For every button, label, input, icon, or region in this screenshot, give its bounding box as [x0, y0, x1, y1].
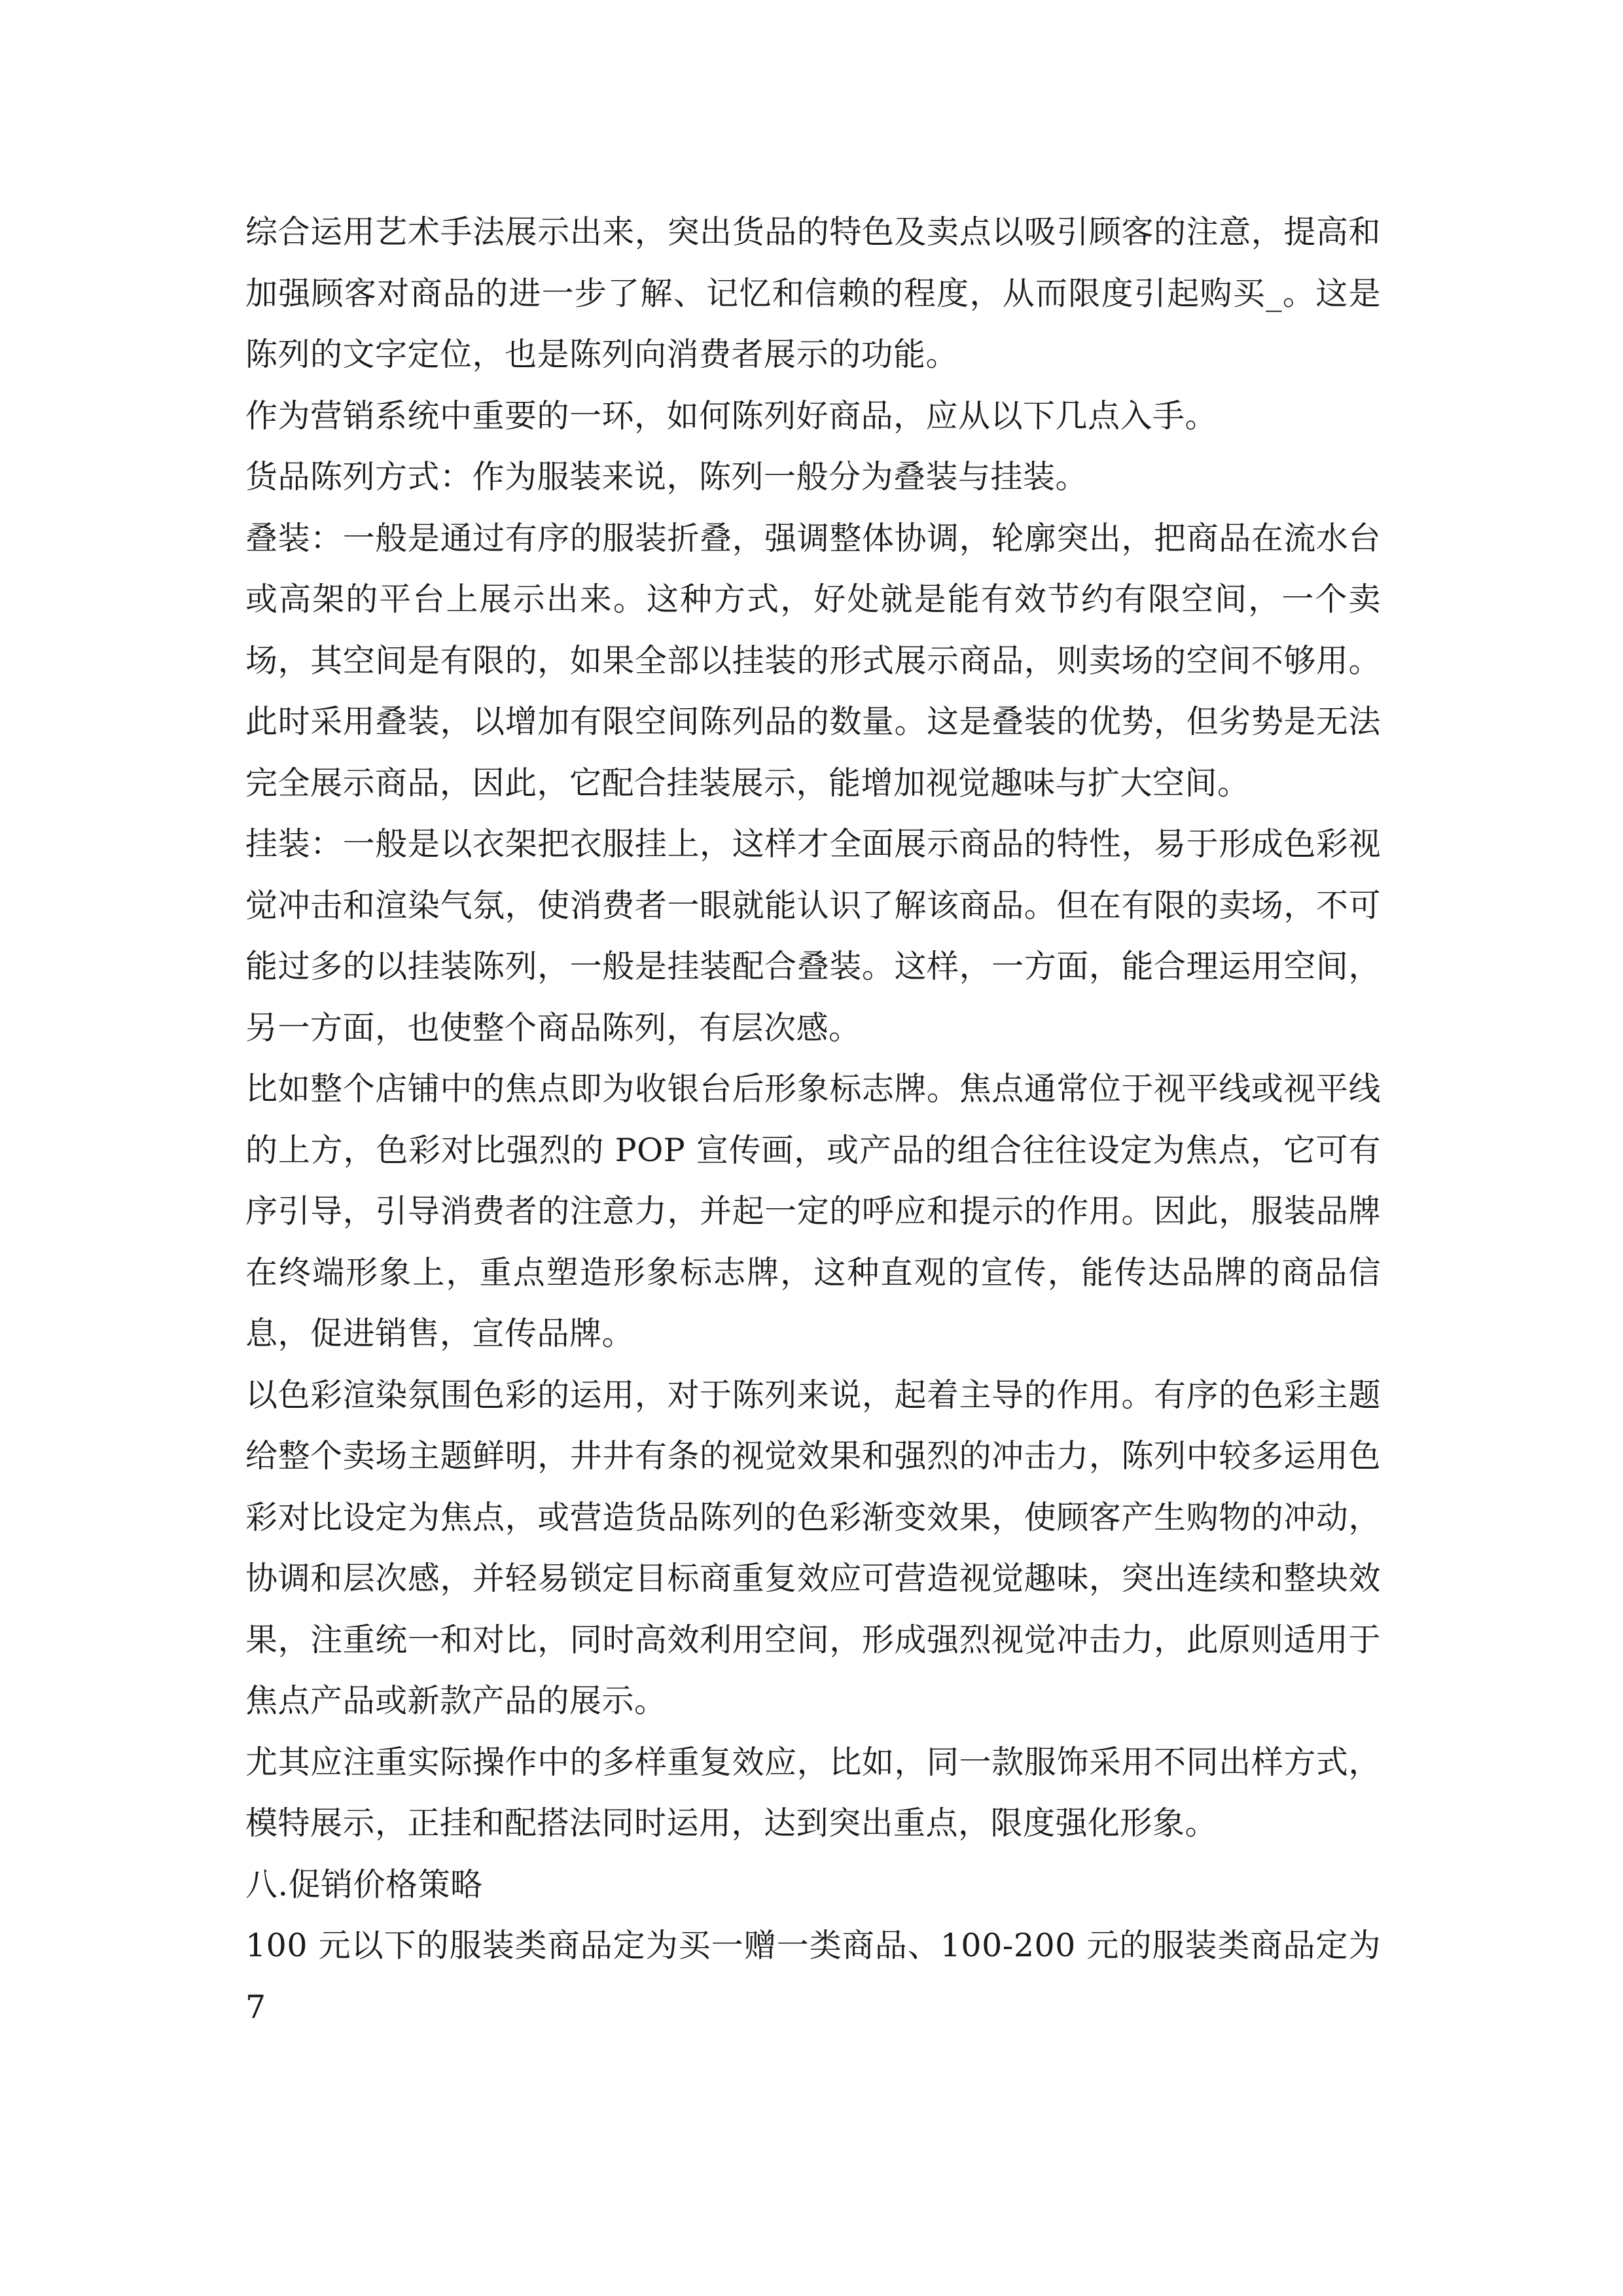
document-body [245, 202, 1381, 2037]
paragraph-display-methods: 货品陈列方式：作为服装来说，陈列一般分为叠装与挂装。 [245, 458, 1088, 495]
paragraph-color-atmosphere: 以色彩渲染氛围色彩的运用，对于陈列来说，起着主导的作用。有序的色彩主题给整个卖场主题鲜明，井井有条的视觉效果和强烈的冲击力，陈列中较多运用色彩对比设定为焦点，或营造货品陈列的色彩渐变效果，使顾客产生购物的冲动，协调和层次感，并轻易锁定目标商重复效应可营造视觉趣味，突出连续和整块效果，注重统一和对比，同时高效利用空间，形成强烈视觉冲击力，此原则适用于焦点产品或新款产品的展示。 [245, 1376, 1381, 1719]
paragraph-pricing: 100 元以下的服装类商品定为买一赠一类商品、100-200 元的服装类商品定为 7 [245, 1927, 1381, 2026]
paragraph-marketing-intro: 作为营销系统中重要的一环，如何陈列好商品，应从以下几点入手。 [245, 397, 1218, 435]
paragraph-repetition-effect: 尤其应注重实际操作中的多样重复效应，比如，同一款服饰采用不同出样方式，模特展示，正挂和配搭法同时运用，达到突出重点，限度强化形象。 [245, 1743, 1381, 1842]
section-heading-pricing: 八.促销价格策略 [245, 1865, 483, 1903]
paragraph-hanging-display: 挂装：一般是以衣架把衣服挂上，这样才全面展示商品的特性，易于形成色彩视觉冲击和渲染气氛，使消费者一眼就能认识了解该商品。但在有限的卖场，不可能过多的以挂装陈列，一般是挂装配合叠装。这样，一方面，能合理运用空间，另一方面，也使整个商品陈列，有层次感。 [245, 825, 1381, 1047]
paragraph-display-definition: 综合运用艺术手法展示出来，突出货品的特色及卖点以吸引顾客的注意，提高和加强顾客对商品的进一步了解、记忆和信赖的程度，从而限度引起购买_。这是陈列的文字定位，也是陈列向消费者展示的功能。 [245, 213, 1381, 373]
paragraph-folded-display: 叠装：一般是通过有序的服装折叠，强调整体协调，轮廓突出，把商品在流水台或高架的平台上展示出来。这种方式，好处就是能有效节约有限空间，一个卖场，其空间是有限的，如果全部以挂装的形式展示商品，则卖场的空间不够用。此时采用叠装，以增加有限空间陈列品的数量。这是叠装的优势，但劣势是无法完全展示商品，因此，它配合挂装展示，能增加视觉趣味与扩大空间。 [245, 519, 1381, 802]
paragraph-focal-point: 比如整个店铺中的焦点即为收银台后形象标志牌。焦点通常位于视平线或视平线的上方，色彩对比强烈的 POP 宣传画，或产品的组合往往设定为焦点，它可有序引导，引导消费者的注意力，并起一定的呼应和提示的作用。因此，服装品牌在终端形象上，重点塑造形象标志牌，这种直观的宣传，能传达品牌的商品信息，促进销售，宣传品牌。 [245, 1070, 1381, 1352]
